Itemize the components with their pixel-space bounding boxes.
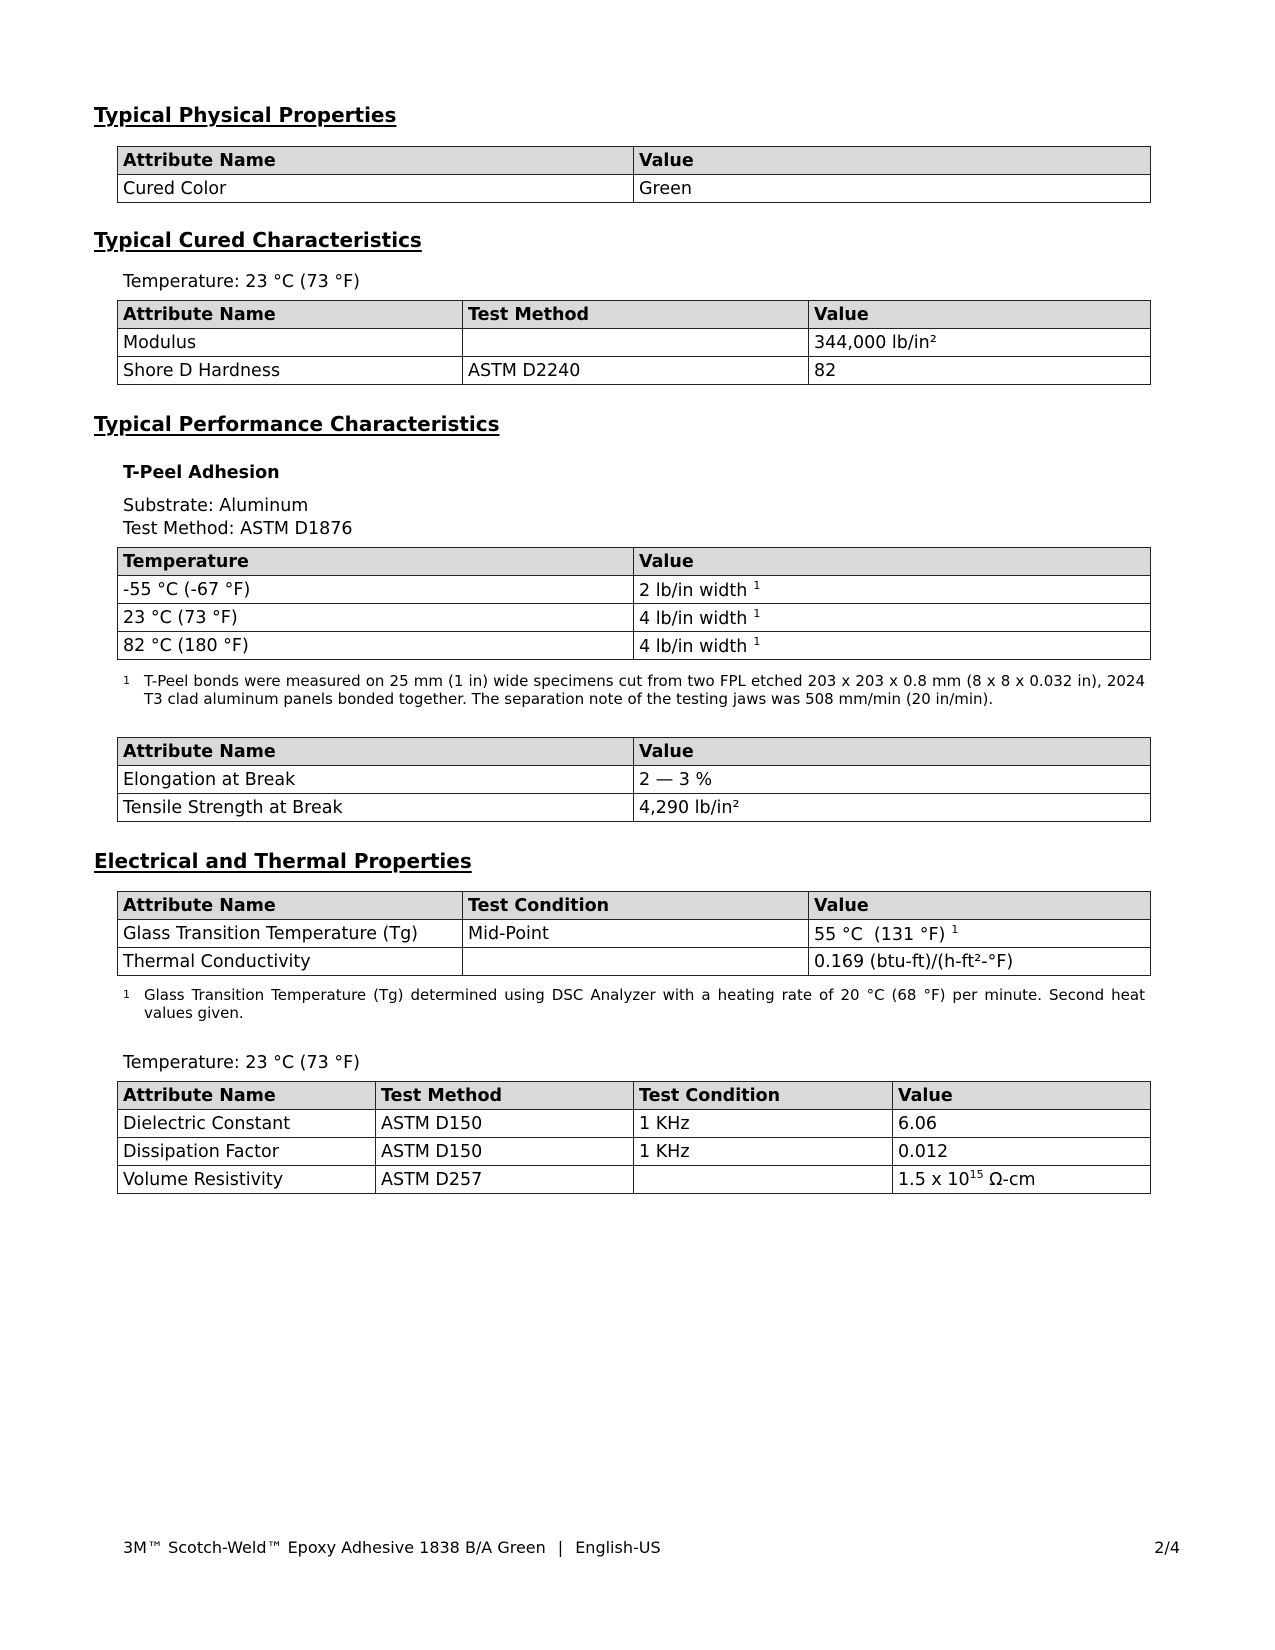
footer-separator: | bbox=[557, 1538, 564, 1557]
dielectric-properties-table bbox=[117, 1081, 1151, 1194]
footer-language: English-US bbox=[575, 1538, 661, 1557]
substrate-note: Substrate: Aluminum bbox=[123, 496, 309, 516]
header-attribute-name: Attribute Name bbox=[118, 301, 463, 329]
footer-product-name: 3M™ Scotch-Weld™ Epoxy Adhesive 1838 B/A Green bbox=[123, 1538, 546, 1557]
header-test-condition: Test Condition bbox=[463, 892, 809, 920]
cell-temperature: 23 °C (73 °F) bbox=[118, 604, 634, 632]
table-row bbox=[118, 794, 1151, 822]
table-header-row bbox=[118, 892, 1151, 920]
header-attribute-name: Attribute Name bbox=[118, 892, 463, 920]
physical-properties-table bbox=[117, 146, 1151, 203]
cell-test-condition: 1 KHz bbox=[634, 1110, 893, 1138]
cell-value: 0.012 bbox=[893, 1138, 1151, 1166]
cell-attribute: Dielectric Constant bbox=[118, 1110, 376, 1138]
cell-test-condition bbox=[634, 1166, 893, 1194]
tpeel-adhesion-table bbox=[117, 547, 1151, 660]
cell-attribute: Volume Resistivity bbox=[118, 1166, 376, 1194]
footnote-ref: 1 bbox=[753, 634, 761, 648]
cell-test-condition: Mid-Point bbox=[463, 920, 809, 948]
cell-test-condition bbox=[463, 948, 809, 976]
mechanical-properties-table bbox=[117, 737, 1151, 822]
thermal-properties-table bbox=[117, 891, 1151, 976]
table-row bbox=[118, 1110, 1151, 1138]
table-header-row bbox=[118, 738, 1151, 766]
header-test-condition: Test Condition bbox=[634, 1082, 893, 1110]
footnote-text: Glass Transition Temperature (Tg) determined using DSC Analyzer with a heating rate of 20 °C (68 °F) per minute. Second heat values given. bbox=[144, 986, 1145, 1022]
table-row bbox=[118, 632, 1151, 660]
cell-test-method: ASTM D150 bbox=[376, 1110, 634, 1138]
cured-characteristics-table bbox=[117, 300, 1151, 385]
tpeel-footnote bbox=[123, 672, 1145, 708]
cell-test-method: ASTM D2240 bbox=[463, 357, 809, 385]
test-method-note: Test Method: ASTM D1876 bbox=[123, 519, 353, 539]
footnote-mark: 1 bbox=[123, 988, 130, 1001]
table-header-row bbox=[118, 548, 1151, 576]
header-attribute-name: Attribute Name bbox=[118, 1082, 376, 1110]
cell-value: 1.5 x $10^{15}$ Ω-cm bbox=[893, 1166, 1151, 1194]
cell-attribute: Modulus bbox=[118, 329, 463, 357]
cell-value: 6.06 bbox=[893, 1110, 1151, 1138]
cell-test-method bbox=[463, 329, 809, 357]
header-value: Value bbox=[634, 147, 1151, 175]
footer-left bbox=[123, 1538, 661, 1557]
exponent: 15 bbox=[969, 1167, 984, 1181]
cell-value: 82 bbox=[809, 357, 1151, 385]
cell-attribute: Glass Transition Temperature (Tg) bbox=[118, 920, 463, 948]
header-attribute-name: Attribute Name bbox=[118, 147, 634, 175]
cell-value: 0.169 (btu-ft)/(h-ft²-°F) bbox=[809, 948, 1151, 976]
header-test-method: Test Method bbox=[463, 301, 809, 329]
cell-test-method: ASTM D257 bbox=[376, 1166, 634, 1194]
section-title-physical-properties: Typical Physical Properties bbox=[94, 103, 397, 127]
cell-value: 4 lb/in width $^1$ bbox=[634, 632, 1151, 660]
table-row bbox=[118, 1138, 1151, 1166]
cell-temperature: 82 °C (180 °F) bbox=[118, 632, 634, 660]
cell-value: 4,290 lb/in² bbox=[634, 794, 1151, 822]
table-row bbox=[118, 329, 1151, 357]
table-row bbox=[118, 948, 1151, 976]
table-row bbox=[118, 1166, 1151, 1194]
page-footer bbox=[123, 1538, 1180, 1557]
cell-value: 344,000 lb/in² bbox=[809, 329, 1151, 357]
footnote-ref: 1 bbox=[753, 578, 761, 592]
cell-attribute: Dissipation Factor bbox=[118, 1138, 376, 1166]
table-row bbox=[118, 766, 1151, 794]
header-temperature: Temperature bbox=[118, 548, 634, 576]
header-value: Value bbox=[893, 1082, 1151, 1110]
temperature-note: Temperature: 23 °C (73 °F) bbox=[123, 1053, 360, 1073]
header-value: Value bbox=[809, 892, 1151, 920]
table-header-row bbox=[118, 1082, 1151, 1110]
cell-attribute: Cured Color bbox=[118, 175, 634, 203]
header-value: Value bbox=[634, 548, 1151, 576]
cell-temperature: -55 °C (-67 °F) bbox=[118, 576, 634, 604]
footnote-ref: 1 bbox=[951, 922, 959, 936]
cell-attribute: Tensile Strength at Break bbox=[118, 794, 634, 822]
table-row bbox=[118, 576, 1151, 604]
table-row bbox=[118, 604, 1151, 632]
table-row bbox=[118, 357, 1151, 385]
tg-footnote bbox=[123, 986, 1145, 1022]
cell-value: 4 lb/in width $^1$ bbox=[634, 604, 1151, 632]
table-row bbox=[118, 920, 1151, 948]
tpeel-subtitle: T-Peel Adhesion bbox=[123, 463, 280, 483]
temperature-note: Temperature: 23 °C (73 °F) bbox=[123, 272, 360, 292]
footer-page-number: 2/4 bbox=[1154, 1538, 1180, 1557]
section-title-electrical-thermal: Electrical and Thermal Properties bbox=[94, 849, 472, 873]
table-header-row bbox=[118, 301, 1151, 329]
footnote-ref: 1 bbox=[753, 606, 761, 620]
section-title-cured-characteristics: Typical Cured Characteristics bbox=[94, 228, 422, 252]
cell-attribute: Elongation at Break bbox=[118, 766, 634, 794]
cell-value: 55 °C (131 °F) $^1$ bbox=[809, 920, 1151, 948]
cell-value: 2 — 3 % bbox=[634, 766, 1151, 794]
footnote-mark: 1 bbox=[123, 674, 130, 687]
header-test-method: Test Method bbox=[376, 1082, 634, 1110]
header-value: Value bbox=[809, 301, 1151, 329]
cell-attribute: Shore D Hardness bbox=[118, 357, 463, 385]
header-attribute-name: Attribute Name bbox=[118, 738, 634, 766]
cell-test-method: ASTM D150 bbox=[376, 1138, 634, 1166]
cell-test-condition: 1 KHz bbox=[634, 1138, 893, 1166]
footnote-text: T-Peel bonds were measured on 25 mm (1 in) wide specimens cut from two FPL etched 203 x 203 x 0.8 mm (8 x 8 x 0.032 in), 2024 T3 clad aluminum panels bonded together. The separation note of the testing jaws was 508 mm/min (20 in/min). bbox=[144, 672, 1145, 708]
section-title-performance-characteristics: Typical Performance Characteristics bbox=[94, 412, 500, 436]
cell-attribute: Thermal Conductivity bbox=[118, 948, 463, 976]
cell-value: 2 lb/in width $^1$ bbox=[634, 576, 1151, 604]
table-header-row bbox=[118, 147, 1151, 175]
cell-value: Green bbox=[634, 175, 1151, 203]
header-value: Value bbox=[634, 738, 1151, 766]
table-row bbox=[118, 175, 1151, 203]
